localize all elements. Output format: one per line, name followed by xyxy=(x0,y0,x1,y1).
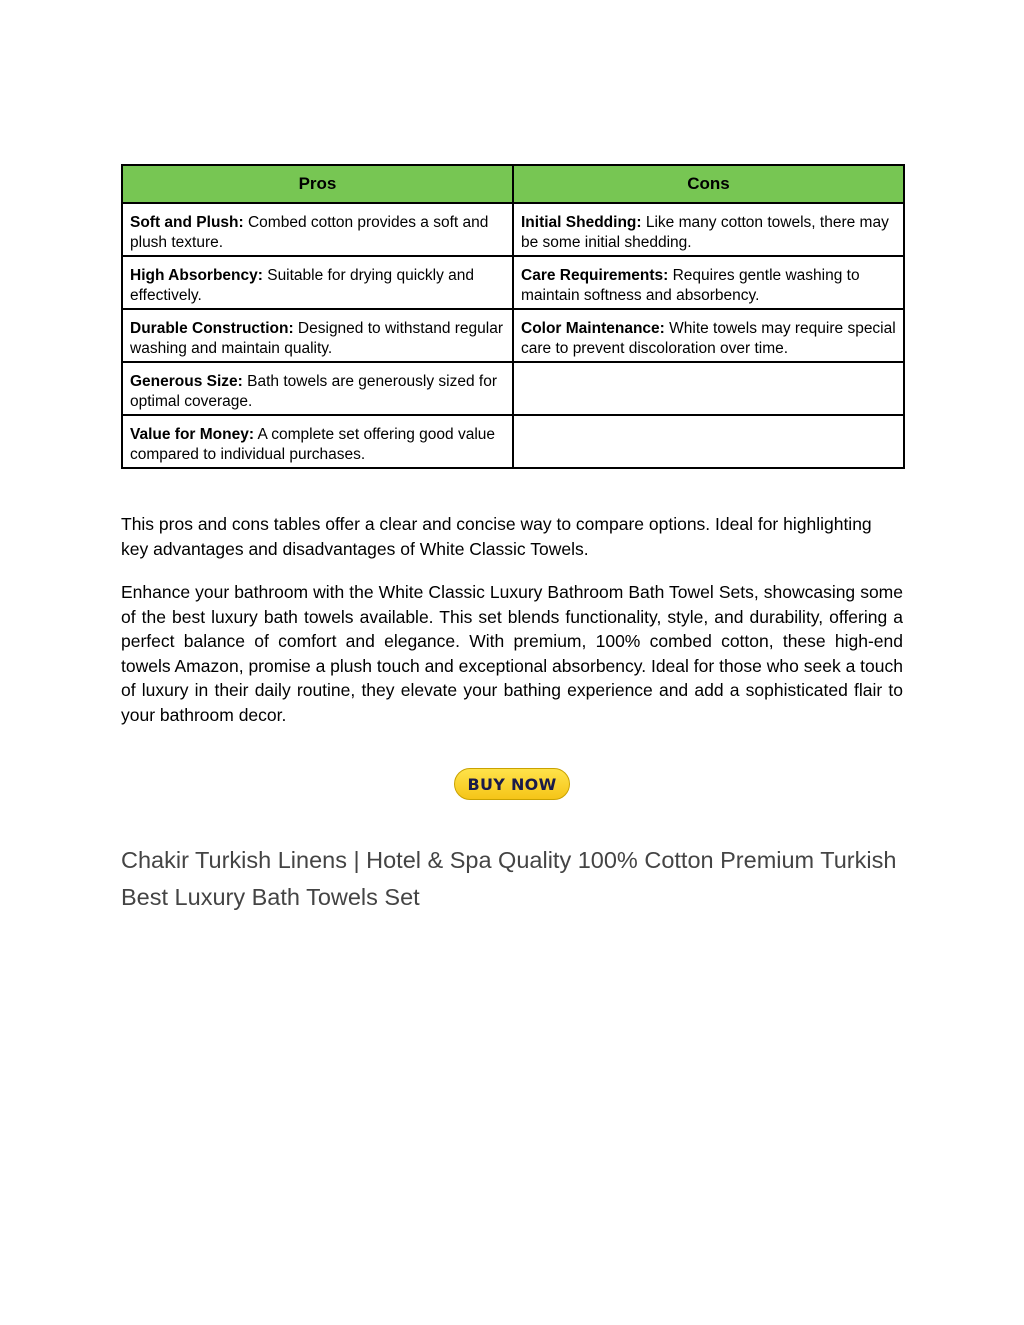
con-text: Requires gentle washing to maintain softness and absorbency. xyxy=(521,267,860,304)
pro-title: Durable Construction: xyxy=(130,320,294,337)
pro-title: Value for Money: xyxy=(130,426,255,443)
pro-title: Soft and Plush: xyxy=(130,214,244,231)
pro-cell xyxy=(122,415,513,468)
pro-cell xyxy=(122,256,513,309)
summary-paragraph: This pros and cons tables offer a clear and concise way to compare options. Ideal for highlighting key advantages and disadvantages of White Classic Towels. xyxy=(121,514,872,559)
con-title: Color Maintenance: xyxy=(521,320,665,337)
pro-cell xyxy=(122,203,513,256)
pro-cell xyxy=(122,362,513,415)
con-title: Initial Shedding: xyxy=(521,214,642,231)
table-row xyxy=(122,362,904,415)
con-cell-empty xyxy=(513,415,904,468)
buy-now-button[interactable]: BUY NOW xyxy=(454,768,570,800)
table-header-row xyxy=(122,165,904,203)
con-cell xyxy=(513,309,904,362)
con-cell-empty xyxy=(513,362,904,415)
pro-title: Generous Size: xyxy=(130,373,243,390)
pro-text: Designed to withstand regular washing and maintain quality. xyxy=(130,320,503,357)
pro-text: Combed cotton provides a soft and plush texture. xyxy=(130,214,489,251)
pro-text: Bath towels are generously sized for optimal coverage. xyxy=(130,373,498,410)
pro-text: Suitable for drying quickly and effectively. xyxy=(130,267,475,304)
product-heading: Chakir Turkish Linens | Hotel & Spa Quality 100% Cotton Premium Turkish Best Luxury Bath Towels Set xyxy=(121,847,897,910)
table-row xyxy=(122,256,904,309)
con-text: Like many cotton towels, there may be some initial shedding. xyxy=(521,214,889,251)
con-cell xyxy=(513,256,904,309)
pros-cons-table xyxy=(121,164,905,469)
table-row xyxy=(122,309,904,362)
pro-title: High Absorbency: xyxy=(130,267,263,284)
pro-cell xyxy=(122,309,513,362)
cons-header: Cons xyxy=(513,165,904,203)
con-cell xyxy=(513,203,904,256)
con-text: White towels may require special care to prevent discoloration over time. xyxy=(521,320,896,357)
table-row xyxy=(122,415,904,468)
table-row xyxy=(122,203,904,256)
pro-text: A complete set offering good value compared to individual purchases. xyxy=(130,426,496,463)
pros-header: Pros xyxy=(122,165,513,203)
con-title: Care Requirements: xyxy=(521,267,669,284)
description-paragraph: Enhance your bathroom with the White Classic Luxury Bathroom Bath Towel Sets, showcasing some of the best luxury bath towels available. This set blends functionality, style, and durability, offering a perfect balance of comfort and elegance. With premium, 100% combed cotton, these high-end towels Amazon, promise a plush touch and exceptional absorbency. Ideal for those who seek a touch of luxury in their daily routine, they elevate your bathing experience and add a sophisticated flair to your bathroom decor. xyxy=(121,582,903,725)
